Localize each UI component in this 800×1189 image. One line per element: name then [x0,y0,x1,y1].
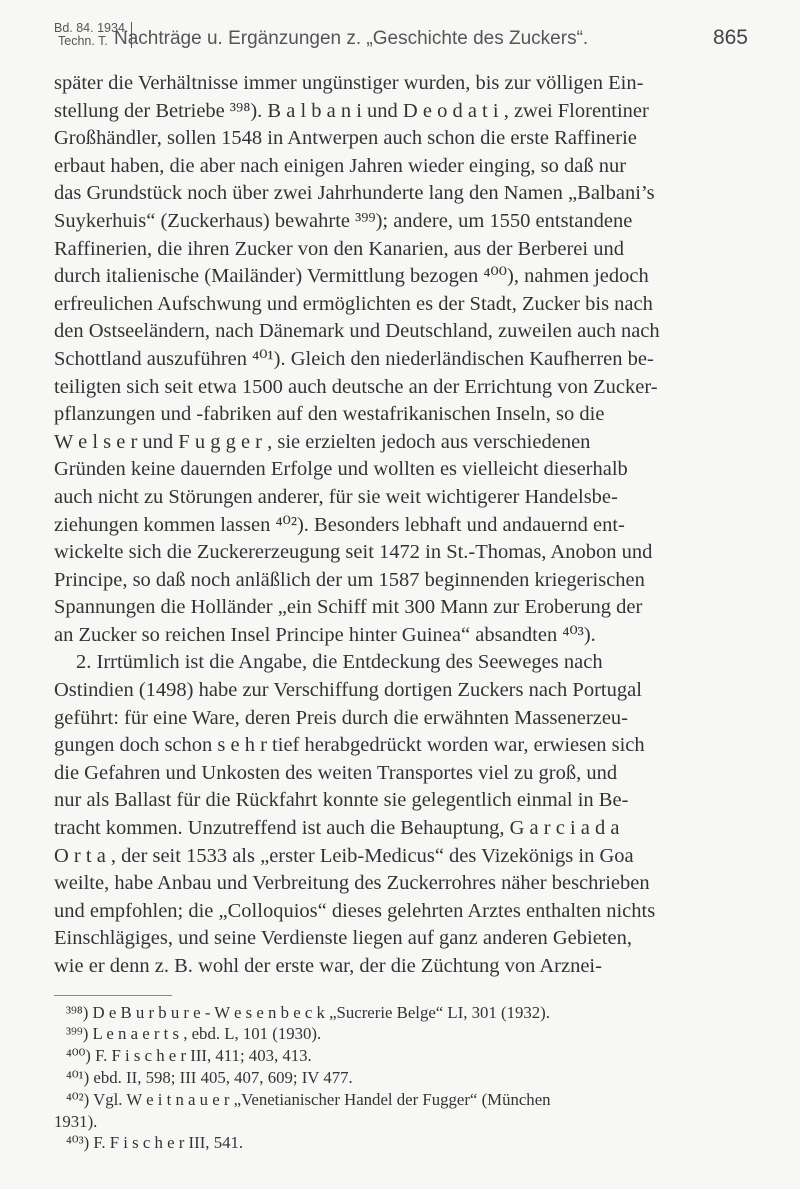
text-line: Principe, so daß noch anläßlich der um 1587 beginnenden kriegerischen [54,568,645,591]
text-line: Gründen keine dauernden Erfolge und wollten es vielleicht dieserhalb [54,458,628,481]
running-header [54,22,748,70]
text-line: an Zucker so reichen Insel Principe hinter Guinea“ absandten ⁴⁰³). [54,623,596,646]
running-title: Nachträge u. Ergänzungen z. „Geschichte des Zuckers“. [114,28,589,49]
text-line: durch italienische (Mailänder) Vermittlung bezogen ⁴⁰⁰), nahmen jedoch [54,265,649,288]
footnote-line: ⁴⁰³) F. F i s c h e r III, 541. [66,1133,244,1153]
text-line: Einschlägiges, und seine Verdienste liegen auf ganz anderen Gebieten, [54,927,632,950]
footnotes [54,1002,748,1155]
footnote-line: ³⁹⁹) L e n a e r t s , ebd. L, 101 (1930). [66,1024,322,1044]
text-line: erbaut haben, die aber nach einigen Jahren wieder einging, so daß nur [54,154,627,177]
text-line: gungen doch schon s e h r tief herabgedrückt worden war, erwiesen sich [54,734,645,757]
text-line: die Gefahren und Unkosten des weiten Transportes viel zu groß, und [54,761,618,784]
text-line: stellung der Betriebe ³⁹⁸). B a l b a n i und D e o d a t i , zwei Florentiner [54,99,649,122]
text-line: später die Verhältnisse immer ungünstiger wurden, bis zur völligen Ein- [54,72,644,94]
text-line: und empfohlen; die „Colloquios“ dieses gelehrten Arztes enthalten nichts [54,899,656,922]
text-line: Großhändler, sollen 1548 in Antwerpen auch schon die erste Raffinerie [54,127,637,150]
body-text [54,70,748,981]
text-line: das Grundstück noch über zwei Jahrhunderte lang den Namen „Balbani’s [54,182,655,205]
footnote-line: ⁴⁰²) Vgl. W e i t n a u e r „Venetianischer Handel der Fugger“ (München [66,1089,551,1109]
footnote-line: 1931). [54,1111,98,1131]
text-line: W e l s e r und F u g g e r , sie erzielten jedoch aus verschiedenen [54,430,591,453]
section-line: Techn. T. [58,34,108,48]
text-line: Ostindien (1498) habe zur Verschiffung dortigen Zuckers nach Portugal [54,679,642,702]
footnote-separator [54,995,172,996]
text-line: erfreulichen Aufschwung und ermöglichten es der Stadt, Zucker bis nach [54,292,653,315]
text-line: auch nicht zu Störungen anderer, für sie weit wichtigerer Handelsbe- [54,485,618,508]
volume-line: Bd. 84. 1934. [54,21,129,35]
text-line: Schottland auszuführen ⁴⁰¹). Gleich den niederländischen Kaufherren be- [54,347,654,370]
page-number: 865 [712,26,748,49]
text-line: Suykerhuis“ (Zuckerhaus) bewahrte ³⁹⁹); andere, um 1550 entstandene [54,209,633,232]
text-line: Spannungen die Holländer „ein Schiff mit 300 Mann zur Eroberung der [54,596,643,619]
text-line: pflanzungen und -fabriken auf den westafrikanischen Inseln, so die [54,403,605,426]
text-line: geführt: für eine Ware, deren Preis durch die erwähnten Massenerzeu- [54,706,628,729]
document-page [54,22,748,1154]
text-line: ziehungen kommen lassen ⁴⁰²). Besonders lebhaft und andauernd ent- [54,513,625,536]
footnote-line: ⁴⁰⁰) F. F i s c h e r III, 411; 403, 413. [66,1046,312,1066]
text-line: den Ostseeländern, nach Dänemark und Deutschland, zuweilen auch nach [54,320,660,343]
text-line: weilte, habe Anbau und Verbreitung des Zuckerrohres näher beschrieben [54,872,650,895]
text-line: O r t a , der seit 1533 als „erster Leib-Medicus“ des Vizekönigs in Goa [54,844,634,867]
text-line: tracht kommen. Unzutreffend ist auch die Behauptung, G a r c i a d a [54,817,620,840]
footnote-line: ³⁹⁸) D e B u r b u r e - W e s e n b e c k „Sucrerie Belge“ LI, 301 (1932). [66,1002,550,1022]
text-line: Raffinerien, die ihren Zucker von den Kanarien, aus der Berberei und [54,237,624,260]
text-line: teiligten sich seit etwa 1500 auch deutsche an der Errichtung von Zucker- [54,375,658,398]
text-line: 2. Irrtümlich ist die Angabe, die Entdeckung des Seeweges nach [76,651,603,674]
text-line: wie er denn z. B. wohl der erste war, der die Züchtung von Arznei- [54,955,602,977]
text-line: nur als Ballast für die Rückfahrt konnte sie gelegentlich einmal in Be- [54,789,629,812]
footnote-line: ⁴⁰¹) ebd. II, 598; III 405, 407, 609; IV 477. [66,1067,353,1087]
text-line: wickelte sich die Zuckererzeugung seit 1472 in St.-Thomas, Anobon und [54,541,653,564]
